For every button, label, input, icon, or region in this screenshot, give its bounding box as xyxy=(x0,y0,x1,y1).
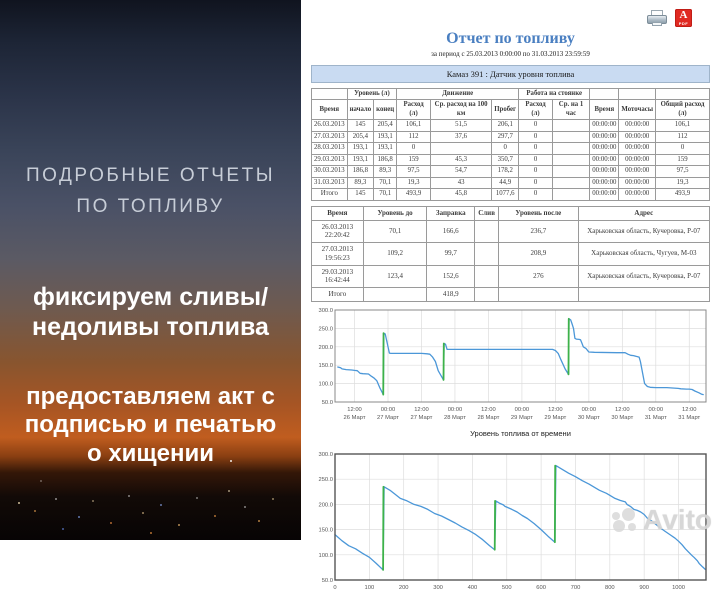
refuel-table-cell: 109,2 xyxy=(363,243,427,266)
refuel-table-cell: 70,1 xyxy=(363,220,427,243)
x-tick-label: 500 xyxy=(502,585,512,591)
report-title: Отчет по топливу xyxy=(309,30,712,48)
daily-table-cell: 44,9 xyxy=(492,177,519,188)
x-tick-date-label: 28 Март xyxy=(444,415,466,421)
daily-table-cell: 70,1 xyxy=(374,189,397,200)
refuel-table-cell: 208,9 xyxy=(499,243,579,266)
daily-table-cell: 00:00:00 xyxy=(619,143,656,154)
refuel-table-column-header: Уровень до xyxy=(363,206,427,220)
pdf-a-glyph: A xyxy=(675,9,692,21)
refuel-table-cell xyxy=(475,220,499,243)
y-tick-label: 300.0 xyxy=(318,308,333,314)
daily-table-group-header xyxy=(312,89,348,100)
refuel-table-row xyxy=(312,265,710,288)
daily-table-cell: 19,3 xyxy=(397,177,431,188)
x-tick-label: 0 xyxy=(333,585,336,591)
y-tick-label: 300.0 xyxy=(318,452,333,458)
daily-table-cell: 00:00:00 xyxy=(590,131,619,142)
x-tick-label: 12:00 xyxy=(548,407,563,413)
daily-consumption-table xyxy=(311,88,710,201)
y-tick-label: 50.0 xyxy=(322,400,333,406)
daily-table-column-header: Пробег xyxy=(492,100,519,120)
pdf-label: PDF xyxy=(675,21,692,26)
daily-table-row xyxy=(312,131,710,142)
refuel-table-cell: 99,7 xyxy=(427,243,475,266)
daily-table-row xyxy=(312,189,710,200)
refuel-table-row xyxy=(312,243,710,266)
x-tick-date-label: 26 Март xyxy=(344,415,366,421)
city-lights xyxy=(0,440,301,540)
refuel-table-row xyxy=(312,288,710,302)
y-tick-label: 100.0 xyxy=(318,553,333,559)
refuel-table-column-header: Заправка xyxy=(427,206,475,220)
daily-table-cell: 00:00:00 xyxy=(590,154,619,165)
daily-table-group-header: Движение xyxy=(397,89,519,100)
daily-table-cell: 0 xyxy=(519,143,553,154)
daily-table-cell: 00:00:00 xyxy=(619,120,656,131)
x-tick-date-label: 27 Март xyxy=(377,415,399,421)
daily-table-row xyxy=(312,166,710,177)
x-tick-date-label: 30 Март xyxy=(578,415,600,421)
daily-table-cell: 00:00:00 xyxy=(619,166,656,177)
x-tick-label: 300 xyxy=(433,585,443,591)
daily-table-row xyxy=(312,154,710,165)
x-tick-label: 900 xyxy=(639,585,649,591)
daily-table-cell: 1077,6 xyxy=(492,189,519,200)
x-tick-label: 700 xyxy=(571,585,581,591)
daily-table-column-header: Моточасы xyxy=(619,100,656,120)
refuel-table-cell: 27.03.2013 19:56:23 xyxy=(312,243,364,266)
pdf-export-icon[interactable] xyxy=(675,9,692,27)
daily-table-cell: 00:00:00 xyxy=(590,120,619,131)
daily-table-group-header xyxy=(656,89,710,100)
daily-table-cell: 0 xyxy=(397,143,431,154)
daily-table-cell: 186,8 xyxy=(347,166,374,177)
daily-table-cell: 0 xyxy=(519,120,553,131)
daily-table-cell: 0 xyxy=(519,154,553,165)
daily-table-cell: 493,9 xyxy=(656,189,710,200)
y-tick-label: 50.0 xyxy=(322,578,333,584)
refuel-table-column-header: Адрес xyxy=(578,206,709,220)
daily-table-cell: 89,3 xyxy=(374,166,397,177)
promo-point-drains: фиксируем сливы/ недоливы топлива xyxy=(0,283,301,342)
y-tick-label: 100.0 xyxy=(318,381,333,387)
daily-table-cell xyxy=(430,143,491,154)
x-tick-label: 200 xyxy=(399,585,409,591)
x-tick-label: 00:00 xyxy=(381,407,396,413)
daily-table-cell xyxy=(552,154,589,165)
daily-table-cell: 0 xyxy=(519,177,553,188)
refuel-table-cell xyxy=(499,288,579,302)
y-tick-label: 250.0 xyxy=(318,477,333,483)
fuel-level-distance-chart xyxy=(309,449,712,606)
daily-table-cell xyxy=(552,189,589,200)
daily-table-row xyxy=(312,143,710,154)
refuel-table-cell: 236,7 xyxy=(499,220,579,243)
report-period: за период с 25.03.2013 0:00:00 по 31.03.2013 23:59:59 xyxy=(309,50,712,58)
x-tick-date-label: 31 Март xyxy=(678,415,700,421)
daily-table-cell: 43 xyxy=(430,177,491,188)
daily-table-cell: 26.03.2013 xyxy=(312,120,348,131)
daily-table-cell: 193,1 xyxy=(347,143,374,154)
daily-table-cell: 54,7 xyxy=(430,166,491,177)
daily-table-cell: 29.03.2013 xyxy=(312,154,348,165)
daily-table-cell: 70,1 xyxy=(374,177,397,188)
x-tick-label: 00:00 xyxy=(582,407,597,413)
refuel-table-cell: Харьковская область, Кучеровка, Р-07 xyxy=(578,220,709,243)
daily-table-cell: 00:00:00 xyxy=(590,143,619,154)
daily-table-header-group-row xyxy=(312,89,710,100)
daily-table-cell: 0 xyxy=(519,166,553,177)
refuel-table-cell xyxy=(475,265,499,288)
daily-table-column-header: конец xyxy=(374,100,397,120)
daily-table-cell: 45,3 xyxy=(430,154,491,165)
x-tick-label: 800 xyxy=(605,585,615,591)
x-tick-label: 1000 xyxy=(672,585,685,591)
refuel-table-cell: Харьковская область, Чугуев, М-03 xyxy=(578,243,709,266)
daily-table-cell: 89,3 xyxy=(347,177,374,188)
daily-table-column-header: Время xyxy=(590,100,619,120)
daily-table-cell: 0 xyxy=(492,143,519,154)
daily-table-cell: 31.03.2013 xyxy=(312,177,348,188)
daily-table-cell: 45,8 xyxy=(430,189,491,200)
refuel-table-cell xyxy=(578,288,709,302)
daily-table-cell: 193,1 xyxy=(374,131,397,142)
refuel-table-column-header: Время xyxy=(312,206,364,220)
x-tick-label: 400 xyxy=(468,585,478,591)
daily-table-cell: 0 xyxy=(656,143,710,154)
x-tick-date-label: 30 Март xyxy=(611,415,633,421)
daily-table-cell: Итого xyxy=(312,189,348,200)
daily-table-cell: 00:00:00 xyxy=(590,166,619,177)
daily-table-column-header: Время xyxy=(312,100,348,120)
y-tick-label: 150.0 xyxy=(318,363,333,369)
chart-distance-svg xyxy=(309,449,712,601)
chart-title: Уровень топлива от времени xyxy=(470,429,571,438)
refuel-table-cell: Харьковская область, Кучеровка, Р-07 xyxy=(578,265,709,288)
daily-table-cell: 193,1 xyxy=(374,143,397,154)
daily-table-cell: 37,6 xyxy=(430,131,491,142)
daily-table-cell: 00:00:00 xyxy=(619,131,656,142)
daily-table-cell: 30.03.2013 xyxy=(312,166,348,177)
refuel-table-cell: Итого xyxy=(312,288,364,302)
refuel-table-cell: 123,4 xyxy=(363,265,427,288)
daily-table-cell: 106,1 xyxy=(397,120,431,131)
daily-table-column-header: Общий расход (л) xyxy=(656,100,710,120)
promo-panel xyxy=(0,0,301,540)
daily-table-group-header: Уровень (л) xyxy=(347,89,397,100)
daily-table-cell: 28.03.2013 xyxy=(312,143,348,154)
fuel-report xyxy=(301,0,720,540)
daily-table-column-header: начало xyxy=(347,100,374,120)
refuel-table-row xyxy=(312,220,710,243)
promo-point-act: предоставляем акт с подписью и печатью о хищении xyxy=(0,383,301,468)
x-tick-label: 12:00 xyxy=(682,407,697,413)
daily-table-cell xyxy=(552,131,589,142)
x-tick-label: 12:00 xyxy=(481,407,496,413)
daily-table-cell: 97,5 xyxy=(656,166,710,177)
daily-table-cell: 297,7 xyxy=(492,131,519,142)
report-toolbar xyxy=(309,4,712,30)
daily-table-cell xyxy=(552,177,589,188)
y-tick-label: 200.0 xyxy=(318,345,333,351)
daily-table-cell: 00:00:00 xyxy=(590,177,619,188)
refuel-table-cell xyxy=(475,243,499,266)
x-tick-label: 12:00 xyxy=(347,407,362,413)
daily-table-cell xyxy=(552,166,589,177)
daily-table-cell: 106,1 xyxy=(656,120,710,131)
daily-table-cell: 350,7 xyxy=(492,154,519,165)
daily-table-group-header xyxy=(619,89,656,100)
daily-table-row xyxy=(312,120,710,131)
refuel-table-cell xyxy=(363,288,427,302)
x-tick-label: 00:00 xyxy=(515,407,530,413)
daily-table-cell xyxy=(552,120,589,131)
x-tick-date-label: 29 Март xyxy=(544,415,566,421)
daily-table-cell: 206,1 xyxy=(492,120,519,131)
daily-table-column-header: Ср. расход на 100 км xyxy=(430,100,491,120)
y-tick-label: 250.0 xyxy=(318,326,333,332)
refuel-table-cell: 26.03.2013 22:20:42 xyxy=(312,220,364,243)
refuel-table-header-row xyxy=(312,206,710,220)
x-tick-date-label: 28 Март xyxy=(477,415,499,421)
daily-table-group-header: Работа на стоянке xyxy=(519,89,590,100)
x-tick-label: 600 xyxy=(536,585,546,591)
refuel-table-cell xyxy=(475,288,499,302)
daily-table-cell: 205,4 xyxy=(347,131,374,142)
daily-table-cell: 159 xyxy=(656,154,710,165)
daily-table-cell: 00:00:00 xyxy=(590,189,619,200)
daily-table-cell: 145 xyxy=(347,120,374,131)
x-tick-label: 12:00 xyxy=(615,407,630,413)
daily-table-cell xyxy=(552,143,589,154)
refuel-events-table xyxy=(311,206,710,302)
x-tick-date-label: 31 Март xyxy=(645,415,667,421)
refuel-table-column-header: Уровень после xyxy=(499,206,579,220)
daily-table-column-header: Ср. на 1 час xyxy=(552,100,589,120)
daily-table-cell: 0 xyxy=(519,131,553,142)
daily-table-cell: 205,4 xyxy=(374,120,397,131)
daily-table-cell: 178,2 xyxy=(492,166,519,177)
daily-table-cell: 112 xyxy=(656,131,710,142)
daily-table-cell: 00:00:00 xyxy=(619,177,656,188)
daily-table-cell: 186,8 xyxy=(374,154,397,165)
daily-table-column-header: Расход (л) xyxy=(519,100,553,120)
daily-table-header-row xyxy=(312,100,710,120)
y-tick-label: 150.0 xyxy=(318,527,333,533)
daily-table-cell: 193,1 xyxy=(347,154,374,165)
refuel-table-cell: 152,6 xyxy=(427,265,475,288)
x-tick-label: 00:00 xyxy=(649,407,664,413)
daily-table-cell: 00:00:00 xyxy=(619,154,656,165)
y-tick-label: 200.0 xyxy=(318,502,333,508)
x-tick-label: 12:00 xyxy=(414,407,429,413)
daily-table-cell: 19,3 xyxy=(656,177,710,188)
daily-table-cell: 493,9 xyxy=(397,189,431,200)
x-tick-date-label: 29 Март xyxy=(511,415,533,421)
fuel-level-time-chart xyxy=(309,306,712,445)
refuel-table-column-header: Слив xyxy=(475,206,499,220)
daily-table-cell: 27.03.2013 xyxy=(312,131,348,142)
refuel-table-cell: 276 xyxy=(499,265,579,288)
chart-time-svg xyxy=(309,306,712,440)
daily-table-cell: 112 xyxy=(397,131,431,142)
daily-table-column-header: Расход (л) xyxy=(397,100,431,120)
x-tick-label: 00:00 xyxy=(448,407,463,413)
daily-table-cell: 00:00:00 xyxy=(619,189,656,200)
daily-table-cell: 97,5 xyxy=(397,166,431,177)
vehicle-banner: Камаз 391 : Датчик уровня топлива xyxy=(311,65,710,83)
refuel-table-cell: 29.03.2013 16:42:44 xyxy=(312,265,364,288)
daily-table-cell: 51,5 xyxy=(430,120,491,131)
daily-table-row xyxy=(312,177,710,188)
x-tick-label: 100 xyxy=(365,585,375,591)
refuel-table-cell: 166,6 xyxy=(427,220,475,243)
daily-table-group-header xyxy=(590,89,619,100)
printer-icon[interactable] xyxy=(647,10,667,27)
x-tick-date-label: 27 Март xyxy=(411,415,433,421)
refuel-table-cell: 418,9 xyxy=(427,288,475,302)
daily-table-cell: 159 xyxy=(397,154,431,165)
avito-watermark-text: Avito xyxy=(643,508,712,532)
promo-title: ПОДРОБНЫЕ ОТЧЕТЫ ПО ТОПЛИВУ xyxy=(0,160,301,223)
daily-table-cell: 0 xyxy=(519,189,553,200)
daily-table-cell: 145 xyxy=(347,189,374,200)
